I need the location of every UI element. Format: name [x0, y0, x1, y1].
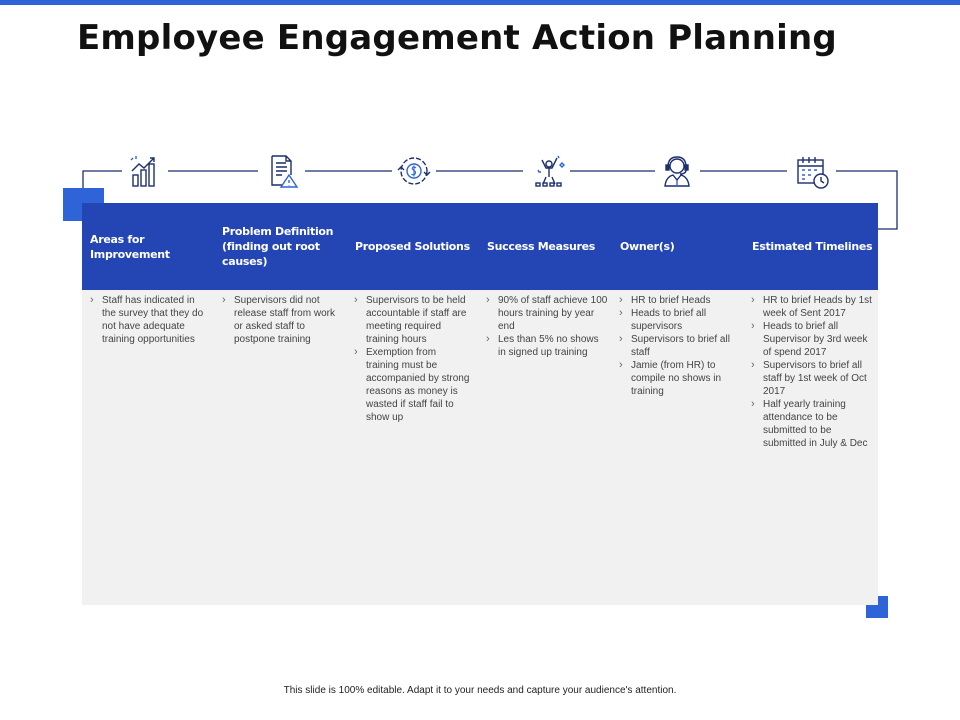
footer-note: This slide is 100% editable. Adapt it to your needs and capture your audience's attention. — [283, 685, 677, 696]
column-header-proposed-solutions: Proposed Solutions — [355, 240, 470, 253]
list-item: › Heads to brief all supervisors — [613, 307, 741, 333]
column-success-measures-list — [480, 294, 608, 359]
calendar-clock-icon — [795, 155, 831, 191]
growth-chart-icon — [127, 153, 163, 189]
list-item: › Staff has indicated in the survey that they do not have adequate training opportunities — [84, 294, 204, 346]
support-agent-icon — [659, 153, 695, 189]
document-warning-icon — [264, 153, 300, 189]
list-item: › Supervisors to brief all staff by 1st week of Oct 2017 — [745, 359, 873, 398]
column-header-timelines: Estimated Timelines — [752, 240, 873, 253]
list-item: › Jamie (from HR) to compile no shows in training — [613, 359, 741, 398]
table-body — [82, 290, 878, 605]
column-proposed-solutions-list — [348, 294, 470, 424]
list-item: › Supervisors to brief all staff — [613, 333, 741, 359]
list-item: › Supervisors to be held accountable if staff are meeting required training hours — [348, 294, 470, 346]
list-item: › Half yearly training attendance to be submitted to be submitted in July & Dec — [745, 398, 873, 450]
column-header-owners: Owner(s) — [620, 240, 675, 253]
column-problem-definition-list — [216, 294, 338, 346]
dollar-cycle-icon — [396, 153, 432, 189]
list-item: › Supervisors did not release staff from work or asked staff to postpone training — [216, 294, 338, 346]
list-item: › Les than 5% no shows in signed up training — [480, 333, 608, 359]
table-header-row — [82, 203, 878, 290]
column-timelines-list — [745, 294, 873, 450]
action-plan-table — [82, 203, 878, 605]
column-header-problem-definition: Problem Definition (finding out root causes) — [222, 225, 334, 268]
success-celebration-icon — [531, 153, 567, 189]
list-item: › HR to brief Heads — [613, 294, 741, 307]
column-areas-list — [84, 294, 204, 346]
page-title: Employee Engagement Action Planning — [77, 18, 837, 58]
column-header-success-measures: Success Measures — [487, 240, 596, 253]
column-header-areas: Areas for Improvement — [90, 232, 170, 261]
column-owners-list — [613, 294, 741, 398]
list-item: › 90% of staff achieve 100 hours training by year end — [480, 294, 608, 333]
list-item: › HR to brief Heads by 1st week of Sent 2017 — [745, 294, 873, 320]
list-item: › Exemption from training must be accompanied by strong reasons as money is wasted if staff fail to show up — [348, 346, 470, 424]
list-item: › Heads to brief all Supervisor by 3rd week of spend 2017 — [745, 320, 873, 359]
